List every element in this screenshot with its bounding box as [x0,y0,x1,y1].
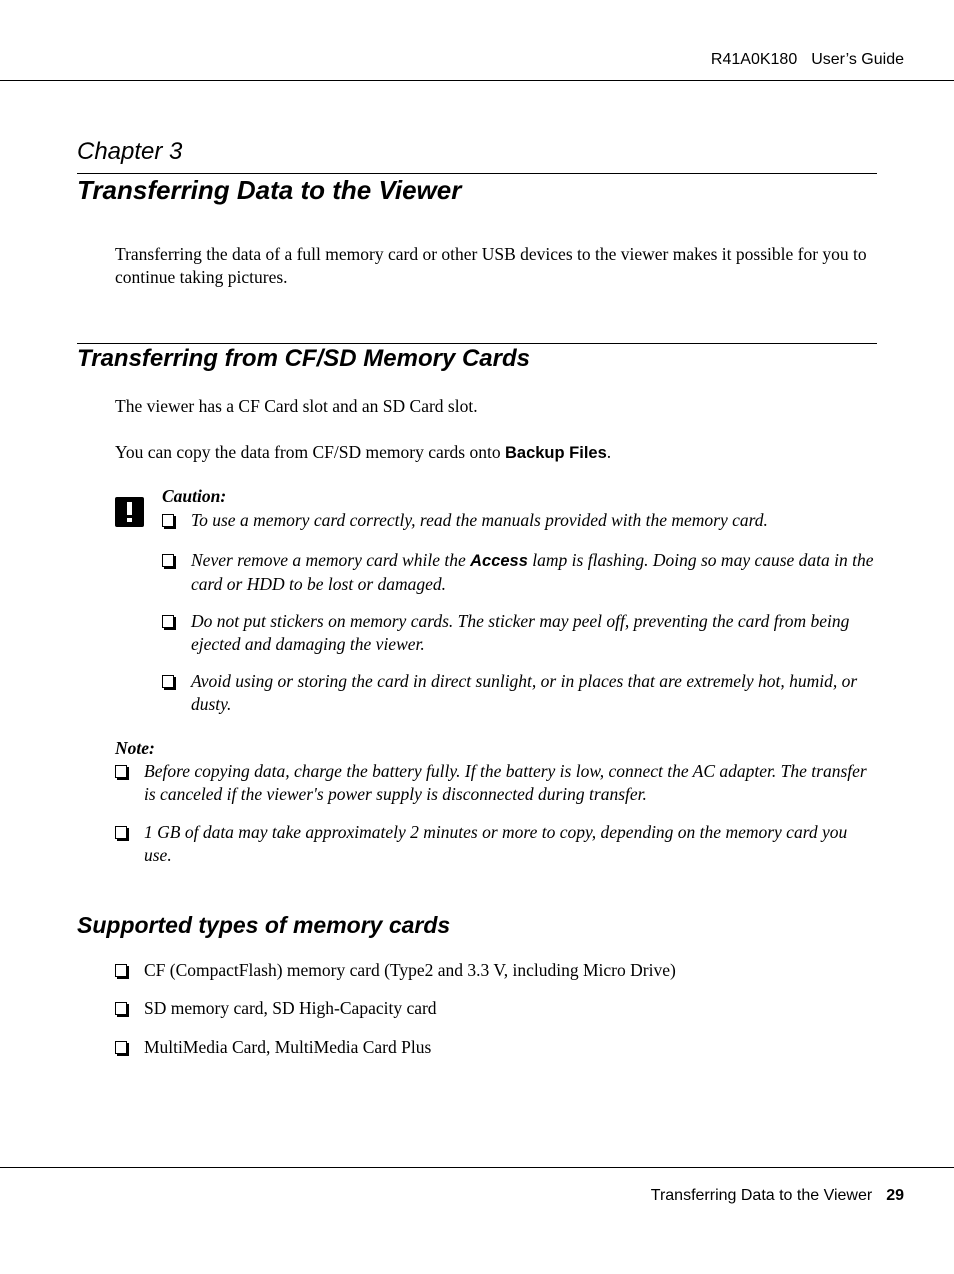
section-rule [77,343,877,344]
section-title: Transferring from CF/SD Memory Cards [77,345,530,372]
checkbox-bullet-icon [115,1041,127,1054]
checkbox-bullet-icon [162,615,174,628]
doc-id: R41A0K180 [710,51,798,68]
checkbox-bullet-icon [115,765,127,778]
footer-section-title: Transferring Data to the Viewer [650,1187,873,1204]
checkbox-bullet-icon [115,964,127,977]
section-paragraph-1: The viewer has a CF Card slot and an SD Card slot. [115,396,478,416]
running-header [711,51,904,69]
intro-paragraph: Transferring the data of a full memory card or other USB devices to the viewer makes it possible for you to continue taking pictures. [115,244,867,287]
chapter-rule [77,173,877,174]
checkbox-bullet-icon [115,826,127,839]
chapter-title: Transferring Data to the Viewer [77,175,462,205]
running-footer [651,1187,904,1205]
caution-icon [115,497,144,527]
checkbox-bullet-icon [162,554,174,567]
backup-files-term: Backup Files [504,444,607,462]
checkbox-bullet-icon [115,1002,127,1015]
section-paragraph-2: You can copy the data from CF/SD memory cards onto Backup Files. [115,442,612,462]
checkbox-bullet-icon [162,675,174,688]
chapter-label: Chapter 3 [77,138,183,165]
caution-label: Caution: [162,486,227,506]
checkbox-bullet-icon [162,514,174,527]
guide-title: User’s Guide [811,51,904,68]
header-rule [0,80,954,81]
access-lamp-term: Access [470,552,528,570]
note-label: Note: [115,738,155,758]
footer-rule [0,1167,954,1168]
subsection-title: Supported types of memory cards [77,912,451,938]
page-number: 29 [886,1187,904,1204]
